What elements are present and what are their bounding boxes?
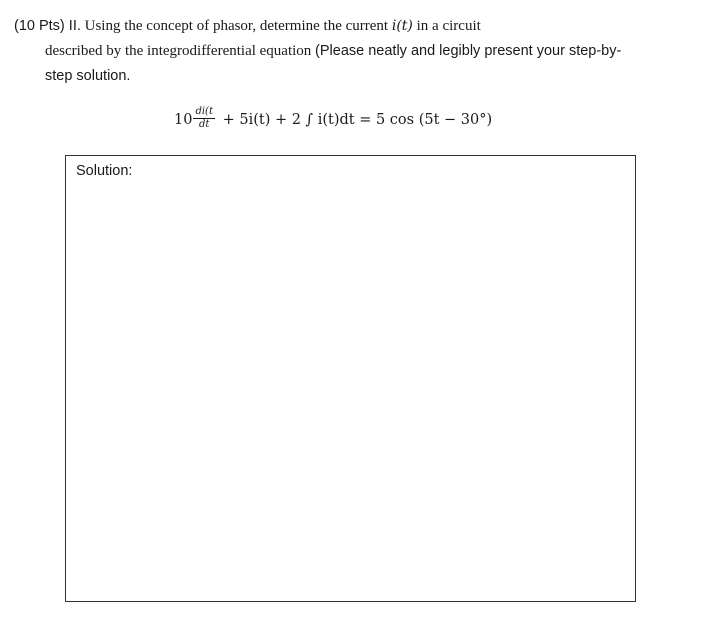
- fraction-denominator: dt: [199, 119, 210, 130]
- question-instruction: (Please neatly and legibly present your step-by-: [315, 43, 622, 59]
- question-text-1: Using the concept of phasor, determine the current: [80, 18, 392, 34]
- equation-rest: + 5i(t) + 2 ∫ i(t)dt = 5 cos (5t − 30°): [217, 111, 493, 128]
- fraction-numerator: di(t: [195, 106, 213, 117]
- derivative-fraction: [193, 107, 215, 130]
- question-line-2: [45, 42, 621, 60]
- question-line-3: [45, 67, 130, 85]
- question-text-2: described by the integrodifferential equation: [45, 43, 316, 59]
- current-symbol: i(t): [391, 18, 413, 34]
- solution-box[interactable]: [65, 155, 636, 602]
- question-instruction-end: step solution.: [45, 68, 131, 84]
- equation-coefficient: 10: [174, 111, 193, 128]
- question-text-1-end: in a circuit: [412, 18, 481, 34]
- question-line-1: [14, 17, 481, 35]
- solution-label: Solution:: [76, 163, 133, 179]
- equation: [174, 108, 492, 131]
- question-points: (10 Pts) II.: [14, 18, 81, 34]
